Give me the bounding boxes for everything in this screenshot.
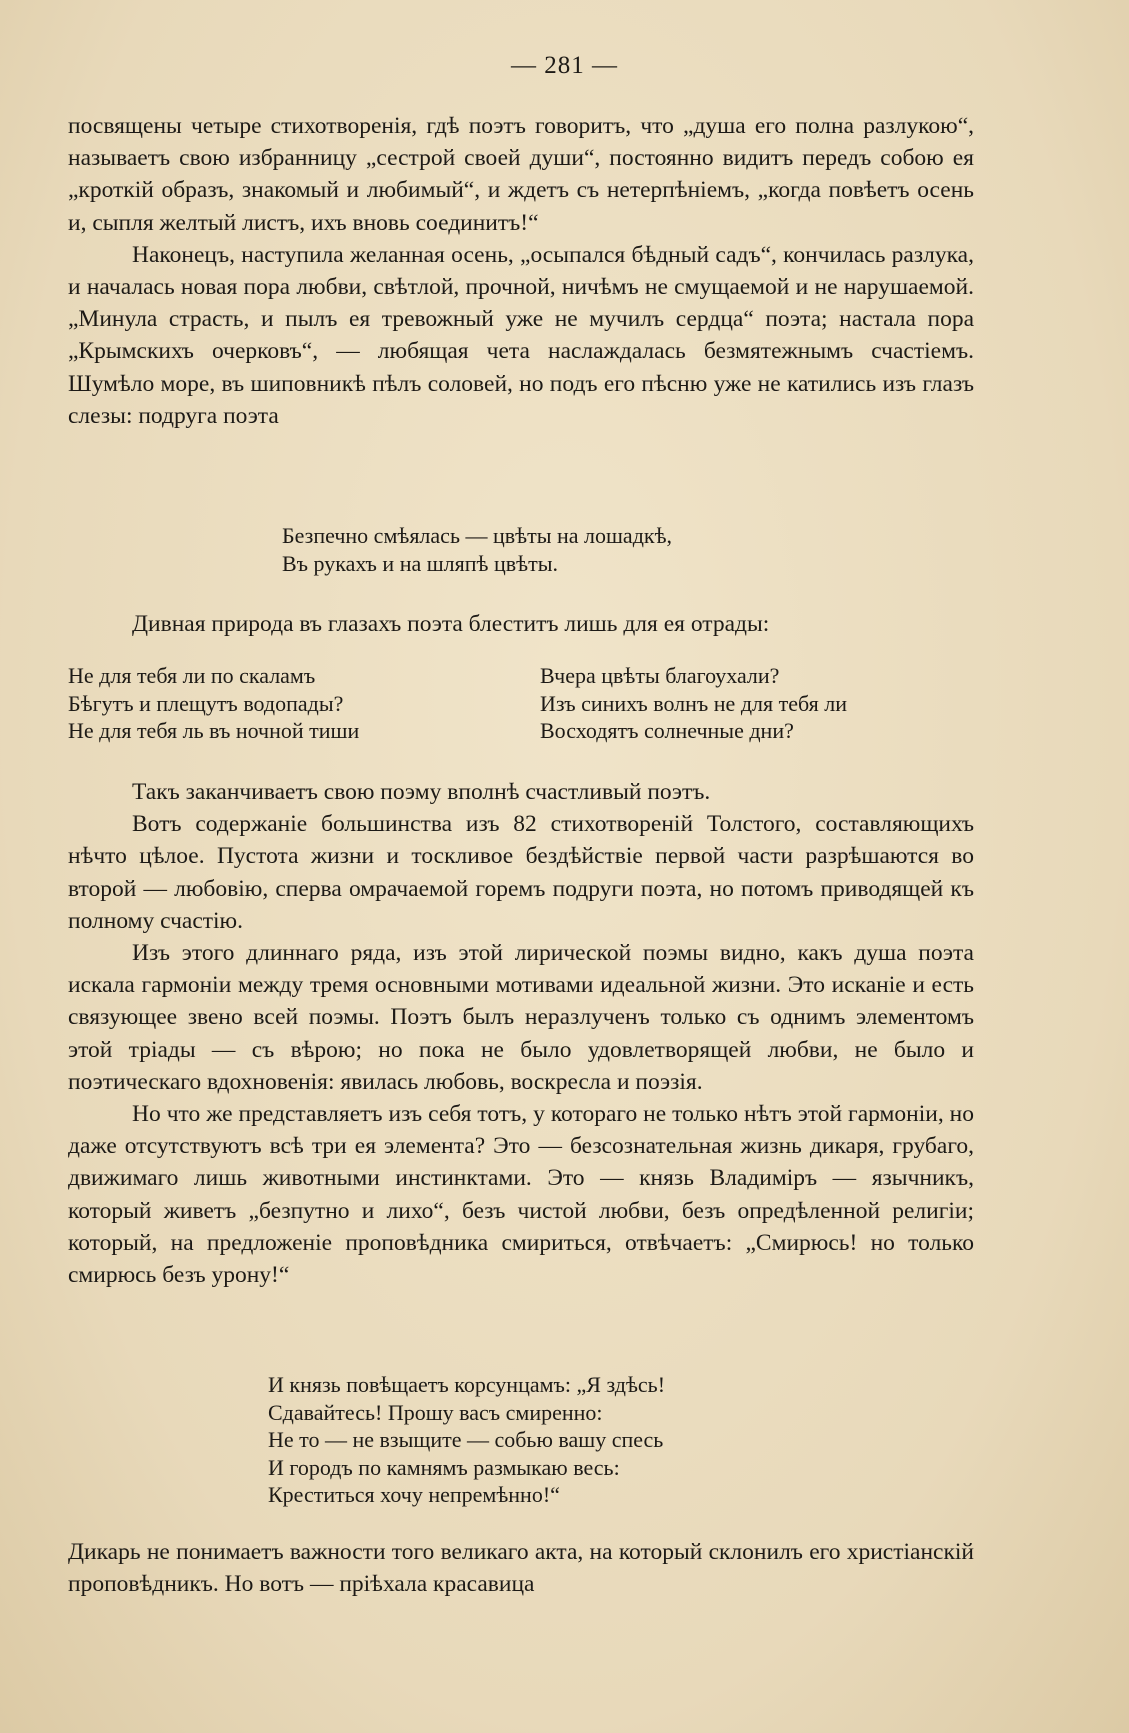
verse-line: Креститься хочу непремѣнно!“ [268,1482,560,1507]
verse-quote-2-left [68,662,359,745]
paragraph: Такъ заканчиваетъ свою поэму вполнѣ счастливый поэтъ. [132,779,711,805]
page-number: — 281 — [511,52,618,79]
verse-line: Не для тебя ли по скаламъ [68,663,316,688]
verse-line: Безпечно смѣялась — цвѣты на лошадкѣ, [282,523,673,548]
verse-line: Сдавайтесь! Прошу васъ смиренно: [268,1399,603,1425]
verse-line: Вчера цвѣты благоухали? [540,663,780,688]
paragraph: Вотъ содержаніе большинства изъ 82 стихотвореній Толстого, составляющихъ нѣчто цѣлое. Пустота жизни и тоскливое бездѣйствіе первой части разрѣшаются во второй — любовію, сперва омрачаемой горемъ подруги поэта, но потомъ приводящей къ полному счастію. [68,811,974,934]
paragraph: Дивная природа въ глазахъ поэта блеститъ лишь для ея отрады: [132,611,770,637]
text-block-mid [68,608,974,640]
verse-quote-3 [268,1371,665,1509]
verse-quote-1 [282,522,672,577]
verse-quote-2-right [540,662,847,745]
verse-line: Восходятъ солнечные дни? [540,718,794,743]
verse-line: Не то — не взыщите — собью вашу спесь [268,1427,664,1452]
text-block-bottom [68,1536,974,1600]
text-block-top [68,110,974,432]
paragraph: посвящены четыре стихотворенія, гдѣ поэтъ говоритъ, что „душа его полна разлукою“, называетъ свою избранницу „сестрой своей души“, постоянно видитъ передъ собою ея „кроткій образъ, знакомый и любимый“, и ждетъ съ нетерпѣніемъ, „когда повѣетъ осень и, сыпля желтый листъ, ихъ вновь соединитъ!“ [68,113,974,236]
verse-line: Изъ синихъ волнъ не для тебя ли [540,690,848,716]
text-block-main [68,776,974,1291]
paragraph: Наконецъ, наступила желанная осень, „осыпался бѣдный садъ“, кончилась разлука, и началась новая пора любви, свѣтлой, прочной, ничѣмъ не смущаемой и не нарушаемой. „Минула страсть, и пылъ ея тревожный уже не мучилъ сердца“ поэта; настала пора „Крымскихъ очерковъ“, — любящая чета наслаждалась безмятежнымъ счастіемъ. Шумѣло море, въ шиповникѣ пѣлъ соловей, но подъ его пѣсню уже не катились изъ глазъ слезы: подруга поэта [68,241,974,429]
verse-line: Не для тебя ль въ ночной тиши [68,718,360,743]
verse-line: И князь повѣщаетъ корсунцамъ: „Я здѣсь! [268,1372,666,1397]
paragraph: Изъ этого длиннаго ряда, изъ этой лирической поэмы видно, какъ душа поэта искала гармоніи между тремя основными мотивами идеальной жизни. Это исканіе и есть связующее звено всей поэмы. Поэтъ былъ неразлученъ только съ однимъ элементомъ этой тріады — съ вѣрою; но пока не было удовлетворящей любви, не было и поэтическаго вдохновенія: явилась любовь, воскресла и поэзія. [68,940,974,1095]
paragraph: Но что же представляетъ изъ себя тотъ, у котораго не только нѣтъ этой гармоніи, но даже отсутствуютъ всѣ три ея элемента? Это — безсознательная жизнь дикаря, грубаго, движимаго лишь животными инстинктами. Это — князь Владиміръ — язычникъ, который живетъ „безпутно и лихо“, безъ чистой любви, безъ опредѣленной религіи; который, на предложеніе проповѣдника смириться, отвѣчаетъ: „Смирюсь! но только смирюсь безъ урону!“ [68,1101,974,1289]
verse-line: Въ рукахъ и на шляпѣ цвѣты. [282,550,558,576]
verse-line: Бѣгутъ и плещутъ водопады? [68,690,344,716]
paragraph: Дикарь не понимаетъ важности того великаго акта, на который склонилъ его христіанскій проповѣдникъ. Но вотъ — пріѣхала красавица [68,1539,974,1598]
verse-line: И городъ по камнямъ размыкаю весь: [268,1454,620,1480]
